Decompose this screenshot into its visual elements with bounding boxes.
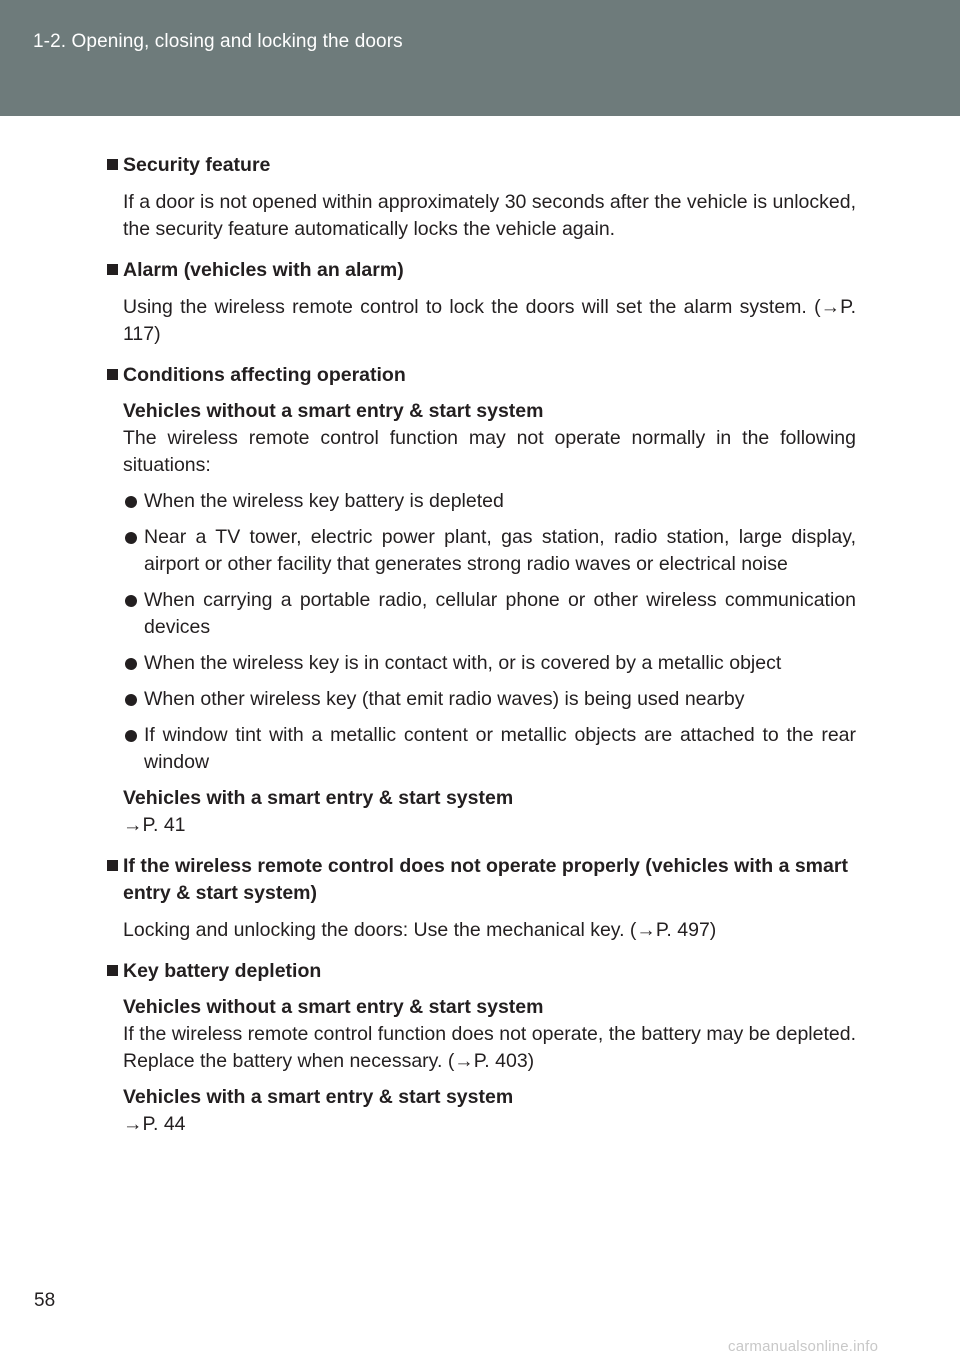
section-security-feature xyxy=(104,148,856,243)
square-bullet-icon xyxy=(107,369,118,380)
square-bullet-icon xyxy=(107,860,118,871)
chapter-title: 1-2. Opening, closing and locking the doors xyxy=(33,31,403,52)
list-item xyxy=(123,524,856,578)
list-item-text: If window tint with a metallic content or metallic objects are attached to the rear window xyxy=(144,724,856,773)
square-bullet-icon xyxy=(107,159,118,170)
page-header xyxy=(0,0,960,116)
subsection-text: The wireless remote control function may not operate normally in the following situations: xyxy=(123,427,856,476)
section-title: Alarm (vehicles with an alarm) xyxy=(123,259,404,281)
page-content xyxy=(104,148,856,1138)
square-bullet-icon xyxy=(107,965,118,976)
list-item-text: When carrying a portable radio, cellular phone or other wireless communication devices xyxy=(144,589,856,638)
round-bullet-icon xyxy=(125,694,137,706)
list-item-text: When the wireless key battery is depleted xyxy=(144,490,504,512)
subsection-title: Vehicles without a smart entry & start system xyxy=(123,400,544,422)
section-title: Key battery depletion xyxy=(123,960,322,982)
watermark: carmanualsonline.info xyxy=(728,1338,879,1355)
subsection-title: Vehicles with a smart entry & start system xyxy=(123,787,514,809)
list-item xyxy=(123,650,856,677)
section-title: Security feature xyxy=(123,154,271,176)
round-bullet-icon xyxy=(125,658,137,670)
section-title: Conditions affecting operation xyxy=(123,364,406,386)
subsection-title: Vehicles with a smart entry & start system xyxy=(123,1086,514,1108)
page-reference: →P. 41 xyxy=(123,814,186,836)
round-bullet-icon xyxy=(125,532,137,544)
round-bullet-icon xyxy=(125,595,137,607)
list-item-text: When the wireless key is in contact with, or is covered by a metallic object xyxy=(144,652,782,674)
round-bullet-icon xyxy=(125,730,137,742)
subsection-title: Vehicles without a smart entry & start system xyxy=(123,996,544,1018)
list-item xyxy=(123,722,856,776)
section-text: If a door is not opened within approximately 30 seconds after the vehicle is unlocked, the security feature automatically locks the vehicle again. xyxy=(123,191,856,240)
square-bullet-icon xyxy=(107,264,118,275)
section-remote-not-operating xyxy=(104,849,856,944)
list-item xyxy=(123,686,856,713)
subsection-text: If the wireless remote control function does not operate, the battery may be depleted. Replace the battery when necessary. (→P. 403) xyxy=(123,1023,856,1072)
section-key-battery-depletion xyxy=(104,954,856,1138)
page-number: 58 xyxy=(34,1290,56,1311)
list-item-text: When other wireless key (that emit radio waves) is being used nearby xyxy=(144,688,745,710)
list-item xyxy=(123,587,856,641)
list-item xyxy=(123,488,856,515)
round-bullet-icon xyxy=(125,496,137,508)
section-alarm xyxy=(104,253,856,348)
section-title: If the wireless remote control does not operate properly (vehicles with a smart entry & start system) xyxy=(123,855,848,904)
list-item-text: Near a TV tower, electric power plant, gas station, radio station, large display, airport or other facility that generates strong radio waves or electrical noise xyxy=(144,526,856,575)
page-reference: →P. 44 xyxy=(123,1113,186,1135)
section-text: Using the wireless remote control to lock the doors will set the alarm system. (→P. 117) xyxy=(123,296,856,345)
section-conditions xyxy=(104,358,856,839)
section-text: Locking and unlocking the doors: Use the mechanical key. (→P. 497) xyxy=(123,919,717,941)
